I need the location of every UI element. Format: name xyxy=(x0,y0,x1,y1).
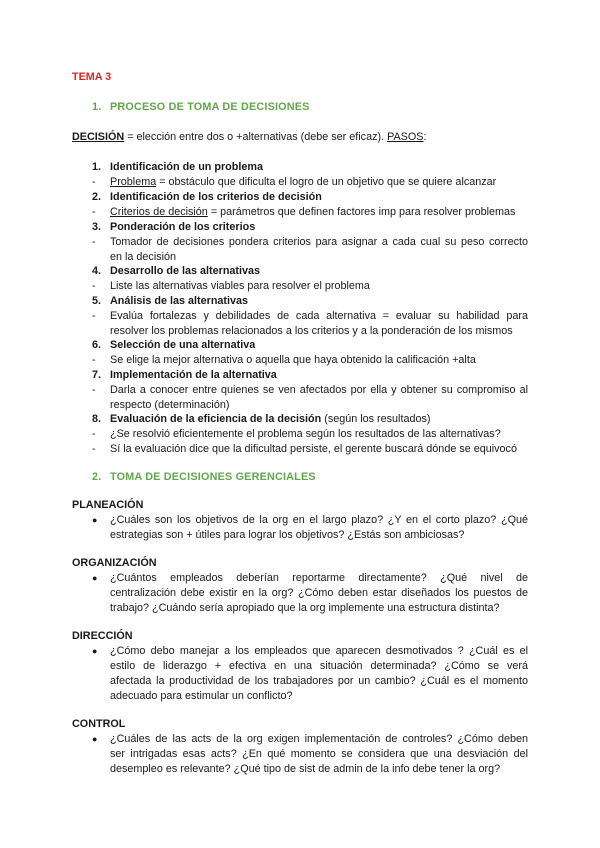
section2-title: TOMA DE DECISIONES GERENCIALES xyxy=(110,471,316,483)
control-line: ¿Cuáles de las acts de la org exigen implementación de controles? ¿Cómo deben xyxy=(110,733,528,745)
step-item xyxy=(110,175,496,190)
decision-text: = elección entre dos o +alternativas (debe ser eficaz). xyxy=(124,131,388,143)
step-number: 5. xyxy=(92,295,102,307)
step-item-line: ¿Se resolvió eficientemente el problema según los resultados de las alternativas? xyxy=(110,428,501,440)
step-number: 7. xyxy=(92,369,102,381)
organizacion-heading: ORGANIZACIÓN xyxy=(72,557,157,569)
step-title-line xyxy=(110,412,430,427)
step-title: Análisis de las alternativas xyxy=(110,295,249,307)
step-number: 2. xyxy=(92,191,102,203)
dash-marker: - xyxy=(92,384,96,396)
dash-marker: - xyxy=(92,236,96,248)
step-item-line: respecto (determinación) xyxy=(110,399,230,411)
dash-marker: - xyxy=(92,310,96,322)
step-number: 1. xyxy=(92,161,102,173)
bullet-marker: ● xyxy=(92,573,98,583)
direccion-heading: DIRECCIÓN xyxy=(72,630,133,642)
dash-marker: - xyxy=(92,443,96,455)
control-line: ser intrigadas esas acts? ¿En qué momento se considera que una desviación del xyxy=(110,748,528,760)
bullet-marker: ● xyxy=(92,734,98,744)
dash-marker: - xyxy=(92,176,96,188)
step-title: Ponderación de los criterios xyxy=(110,221,256,233)
direccion-line: estilo de liderazgo + efectiva en una situación determinada? ¿Cómo se verá xyxy=(110,660,528,672)
step-item-line: Tomador de decisiones pondera criterios para asignar a cada cual su peso correcto xyxy=(110,236,528,248)
planeacion-line: ¿Cuáles son los objetivos de la org en el largo plazo? ¿Y en el corto plazo? ¿Qué xyxy=(110,514,528,526)
bullet-marker: ● xyxy=(92,646,98,656)
step-item-line: Darla a conocer entre quienes se ven afectados por ella y obtener su compromiso al xyxy=(110,384,528,396)
step-number: 8. xyxy=(92,413,102,425)
tema-label: TEMA 3 xyxy=(72,71,112,83)
section1-title: PROCESO DE TOMA DE DECISIONES xyxy=(110,101,310,113)
dash-marker: - xyxy=(92,428,96,440)
planeacion-line: estrategias son + útiles para lograr los objetivos? ¿Estás son ambiciosas? xyxy=(110,529,465,541)
step-number: 4. xyxy=(92,265,102,277)
step-item xyxy=(110,205,515,220)
step-item-line: en la decisión xyxy=(110,251,177,263)
control-line: desempleo es relevante? ¿Qué tipo de sist de admin de la info debe tener la org? xyxy=(110,763,501,775)
section2-number: 2. xyxy=(92,471,102,483)
step-title: Identificación de los criterios de decisión xyxy=(110,191,322,203)
step-item-line: Se elige la mejor alternativa o aquella que haya obtenido la calificación +alta xyxy=(110,354,476,366)
criterios-term: Criterios de decisión xyxy=(110,206,208,218)
control-heading: CONTROL xyxy=(72,718,126,730)
direccion-line: afectada la productividad de los trabajadores por un cambio? ¿Cuál es el momento xyxy=(110,675,528,687)
step-title: Desarrollo de las alternativas xyxy=(110,265,261,277)
step-number: 6. xyxy=(92,339,102,351)
step-title: Identificación de un problema xyxy=(110,161,263,173)
dash-marker: - xyxy=(92,354,96,366)
step-title-suffix: (según los resultados) xyxy=(321,413,431,425)
organizacion-line: centralización debe existir en la org? ¿Cómo deben estar diseñados los puestos de xyxy=(110,587,528,599)
pasos-term: PASOS xyxy=(387,131,424,143)
step-number: 3. xyxy=(92,221,102,233)
dash-marker: - xyxy=(92,280,96,292)
step-item-line: Liste las alternativas viables para resolver el problema xyxy=(110,280,370,292)
step-item-line: resolver los problemas relacionados a los criterios y a la ponderación de los mismos xyxy=(110,325,513,337)
decision-term: DECISIÓN xyxy=(72,131,125,143)
step-title: Selección de una alternativa xyxy=(110,339,256,351)
organizacion-line: trabajo? ¿Cuándo sería apropiado que la org implemente una estructura distinta? xyxy=(110,602,500,614)
organizacion-line: ¿Cuántos empleados deberían reportarme directamente? ¿Qué nivel de xyxy=(110,572,528,584)
step-item-line: Sí la evaluación dice que la dificultad persiste, el gerente buscará dónde se equivocó xyxy=(110,443,517,455)
direccion-line: adecuado para estimular un conflicto? xyxy=(110,690,293,702)
planeacion-heading: PLANEACIÓN xyxy=(72,499,144,511)
decision-definition xyxy=(72,130,426,145)
pasos-colon: : xyxy=(423,131,427,143)
step-item-line: Evalúa fortalezas y debilidades de cada alternativa = evaluar su habilidad para xyxy=(110,310,528,322)
section1-number: 1. xyxy=(92,101,102,113)
direccion-line: ¿Cómo debo manejar a los empleados que aparecen desmotivados ? ¿Cuál es el xyxy=(110,645,528,657)
problema-term: Problema xyxy=(110,176,157,188)
criterios-definition: = parámetros que definen factores imp para resolver problemas xyxy=(207,206,516,218)
problema-definition: = obstáculo que dificulta el logro de un objetivo que se quiere alcanzar xyxy=(156,176,497,188)
step-title: Implementación de la alternativa xyxy=(110,369,277,381)
dash-marker: - xyxy=(92,206,96,218)
bullet-marker: ● xyxy=(92,515,98,525)
step-title: Evaluación de la eficiencia de la decisión xyxy=(110,413,322,425)
